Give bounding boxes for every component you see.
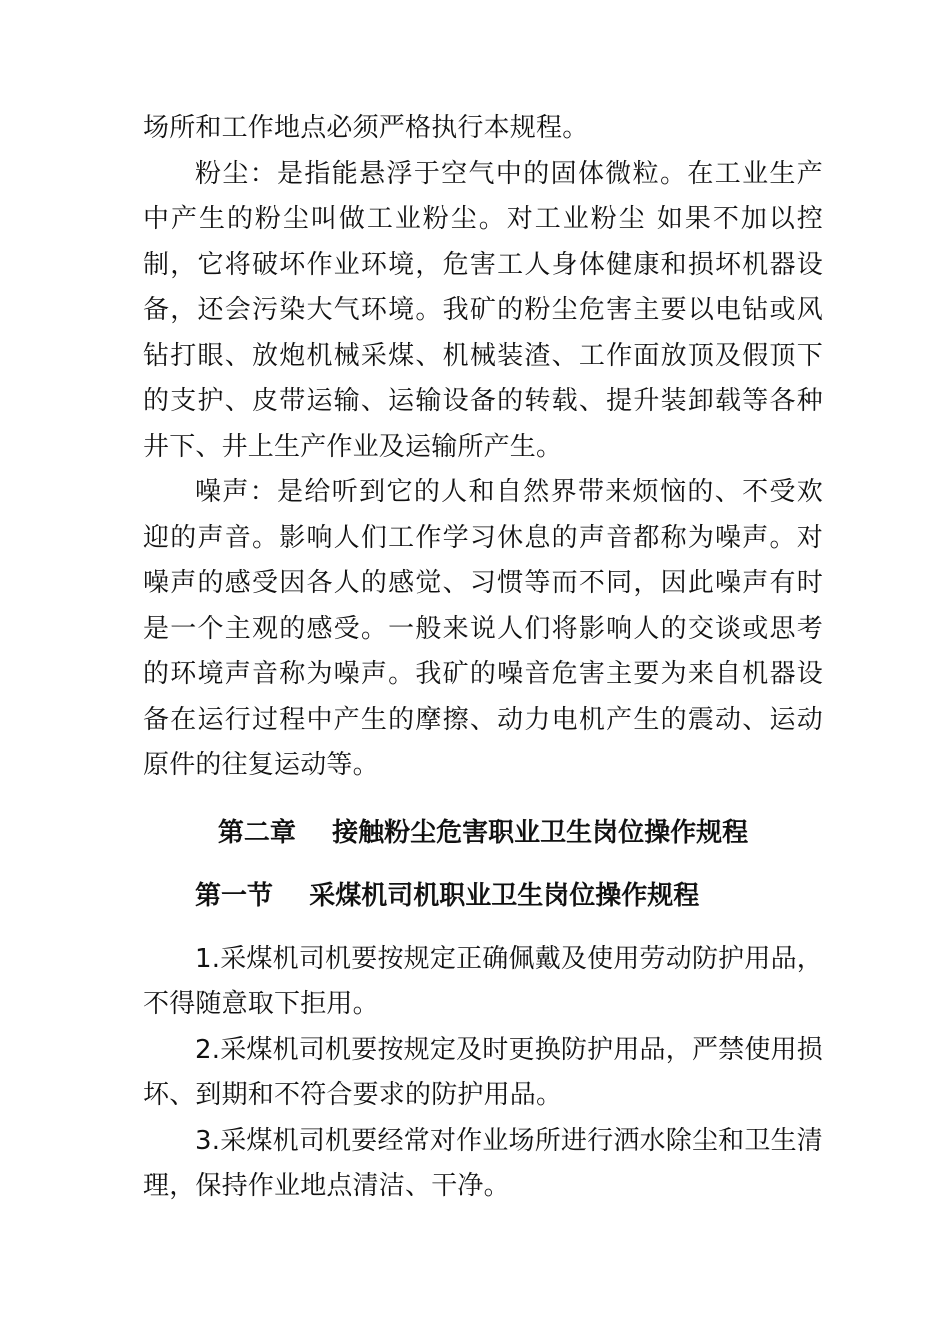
paragraph-continuation: 场所和工作地点必须严格执行本规程。 (143, 113, 589, 143)
rule-item-2: 2.采煤机司机要按规定及时更换防护用品，严禁使用损坏、到期和不符合要求的防护用品。 (143, 1034, 823, 1110)
chapter-heading: 第二章 接触粉尘危害职业卫生岗位操作规程 (217, 817, 749, 848)
rule-item-3: 3.采煤机司机要经常对作业场所进行洒水除尘和卫生清理，保持作业地点清洁、干净。 (143, 1125, 823, 1201)
section-heading: 第一节 采煤机司机职业卫生岗位操作规程 (195, 880, 700, 911)
document-page (143, 106, 823, 1210)
paragraph-dust-definition: 粉尘：是指能悬浮于空气中的固体微粒。在工业生产中产生的粉尘叫做工业粉尘。对工业粉尘 如果不加以控制，它将破坏作业环境，危害工人身体健康和损坏机器设备，还会污染大气环境。我矿的粉尘危害主要以电钻或风钻打眼、放炮机械采煤、机械装渣、工作面放顶及假顶下的支护、皮带运输、运输设备的转载、提升装卸载等各种井下、井上生产作业及运输所产生。 (143, 158, 823, 462)
rule-item-1: 1.采煤机司机要按规定正确佩戴及使用劳动防护用品，不得随意取下拒用。 (143, 943, 823, 1019)
paragraph-noise-definition: 噪声：是给听到它的人和自然界带来烦恼的、不受欢迎的声音。影响人们工作学习休息的声音都称为噪声。对噪声的感受因各人的感觉、习惯等而不同，因此噪声有时是一个主观的感受。一般来说人们将影响人的交谈或思考的环境声音称为噪声。我矿的噪音危害主要为来自机器设备在运行过程中产生的摩擦、动力电机产生的震动、运动原件的往复运动等。 (143, 477, 823, 780)
